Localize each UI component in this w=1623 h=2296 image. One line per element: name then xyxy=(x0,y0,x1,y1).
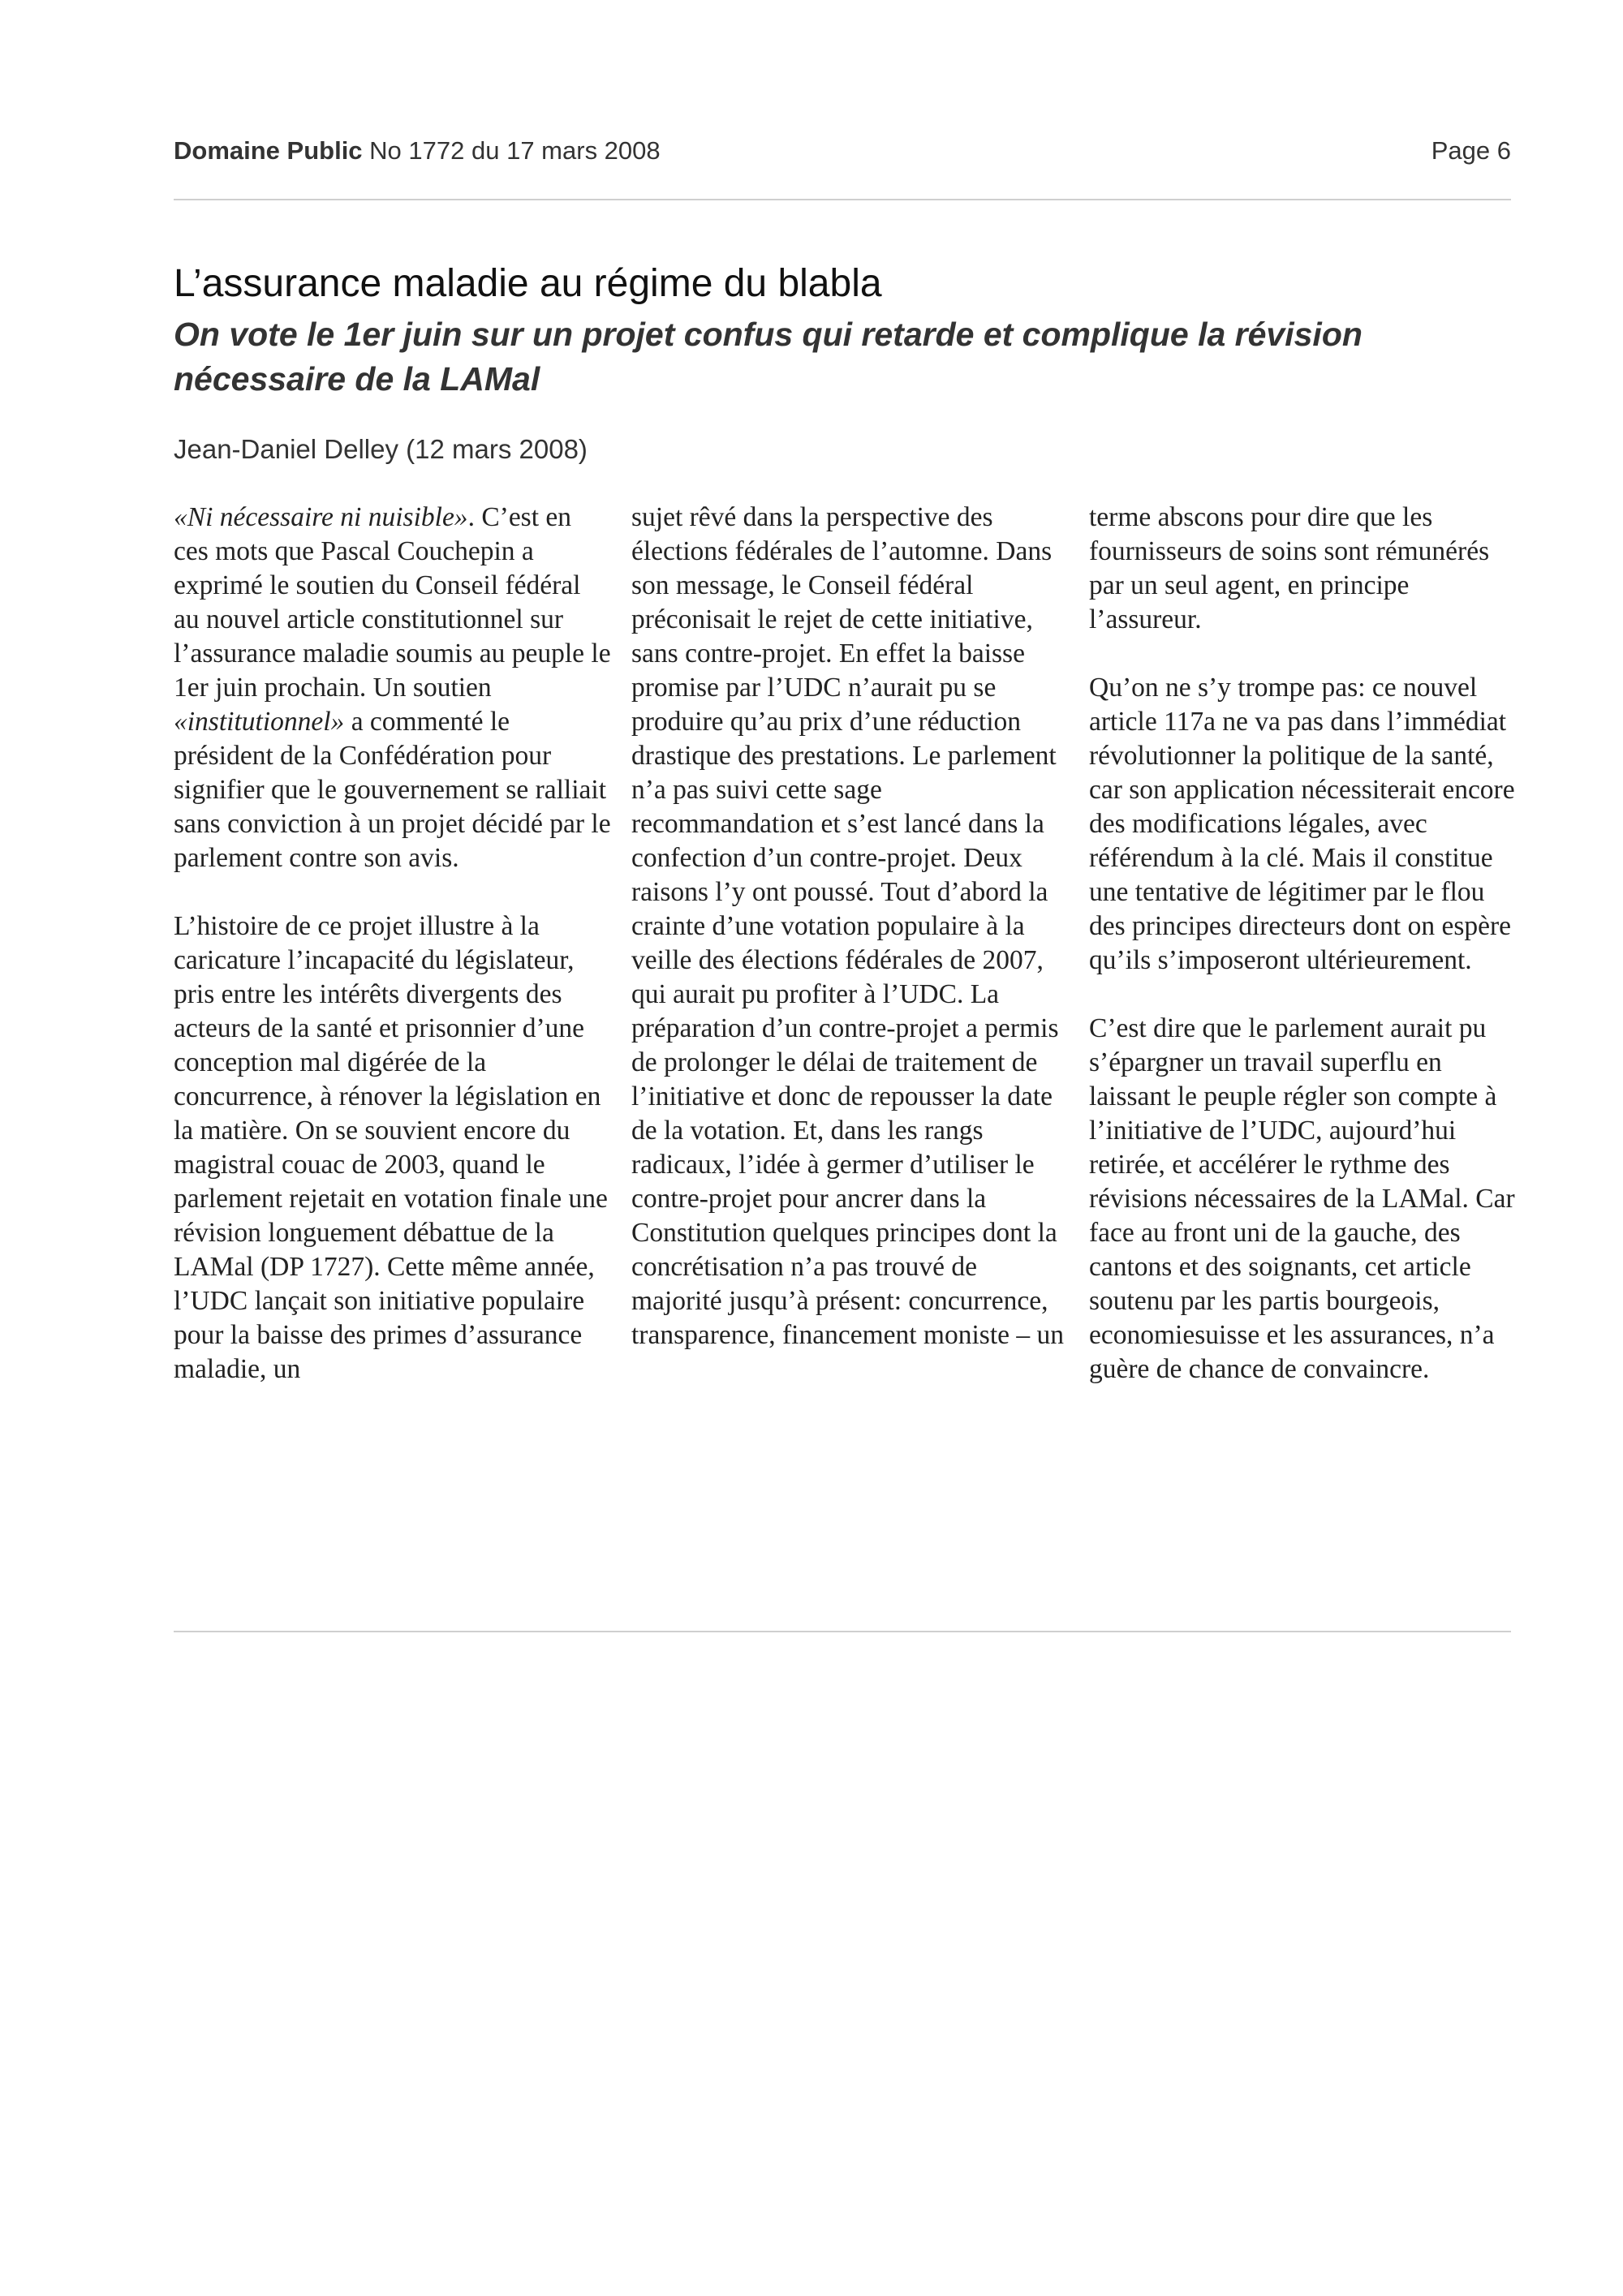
paragraph: terme abscons pour dire que les fournisseurs de soins sont rémunérés par un seul agent, en principe l’assureur. xyxy=(1089,502,1490,634)
header-divider xyxy=(174,199,1511,200)
paragraph: L’histoire de ce projet illustre à la caricature l’incapacité du législateur, pris entre les intérêts divergents des acteurs de la santé et prisonnier d’une conception mal digérée de la concurrence, à rénover la législation en la matière. On se souvient encore du magistral couac de 2003, quand le parlement rejetait en votation finale une révision longuement débattue de la LAMal (DP 1727). Cette même année, l’UDC lançait son initiative populaire pour la baisse des primes d’assurance maladie, un xyxy=(174,911,608,1384)
article-column-1 xyxy=(174,501,612,1387)
article-column-2 xyxy=(631,501,1070,1352)
quote: «institutionnel» xyxy=(174,707,345,737)
quote: «Ni nécessaire ni nuisible» xyxy=(174,502,468,532)
article-byline: Jean-Daniel Delley (12 mars 2008) xyxy=(174,434,588,464)
publication-name: Domaine Public xyxy=(174,136,363,165)
paragraph: «Ni nécessaire ni nuisible». C’est en ces mots que Pascal Couchepin a exprimé le soutien du Conseil fédéral au nouvel article constitutionnel sur l’assurance maladie soumis au peuple le 1er juin prochain. Un soutien «institutionnel» a commenté le président de la Confédération pour signifier que le gouvernement se ralliait sans conviction à un projet décidé par le parlement contre son avis. xyxy=(174,502,611,873)
paragraph: C’est dire que le parlement aurait pu s’épargner un travail superflu en laissant le peuple régler son compte à l’initiative de l’UDC, aujourd’hui retirée, et accélérer le rythme des révisions nécessaires de la LAMal. Car face au front uni de la gauche, des cantons et des soignants, cet article soutenu par les partis bourgeois, economiesuisse et les assurances, n’a guère de chance de convaincre. xyxy=(1089,1013,1515,1384)
page-header xyxy=(174,128,1511,174)
paragraph: Qu’on ne s’y trompe pas: ce nouvel article 117a ne va pas dans l’immédiat révolutionner la politique de la santé, car son application nécessiterait encore des modifications légales, avec référendum à la clé. Mais il constitue une tentative de légitimer par le flou des principes directeurs dont on espère qu’ils s’imposeront ultérieurement. xyxy=(1089,673,1515,975)
article-title: L’assurance maladie au régime du blabla xyxy=(174,262,882,305)
article-subtitle: On vote le 1er juin sur un projet confus qui retarde et complique la révision nécessaire de la LAMal xyxy=(174,316,1363,398)
article-column-3 xyxy=(1089,501,1527,1387)
page-number: Page 6 xyxy=(1431,136,1511,165)
publication-info xyxy=(174,136,661,166)
paragraph: sujet rêvé dans la perspective des élections fédérales de l’automne. Dans son message, le Conseil fédéral préconisait le rejet de cette initiative, sans contre-projet. En effet la baisse promise par l’UDC n’aurait pu se produire qu’au prix d’une réduction drastique des prestations. Le parlement n’a pas suivi cette sage recommandation et s’est lancé dans la confection d’un contre-projet. Deux raisons l’y ont poussé. Tout d’abord la crainte d’une votation populaire à la veille des élections fédérales de 2007, qui aurait pu profiter à l’UDC. La préparation d’un contre-projet a permis de prolonger le délai de traitement de l’initiative et donc de repousser la date de la votation. Et, dans les rangs radicaux, l’idée à germer d’utiliser le contre-projet pour ancrer dans la Constitution quelques principes dont la concrétisation n’a pas trouvé de majorité jusqu’à présent: concurrence, transparence, financement moniste – un xyxy=(631,502,1065,1350)
issue-info: No 1772 du 17 mars 2008 xyxy=(369,136,661,165)
article-end-divider xyxy=(174,1631,1511,1632)
